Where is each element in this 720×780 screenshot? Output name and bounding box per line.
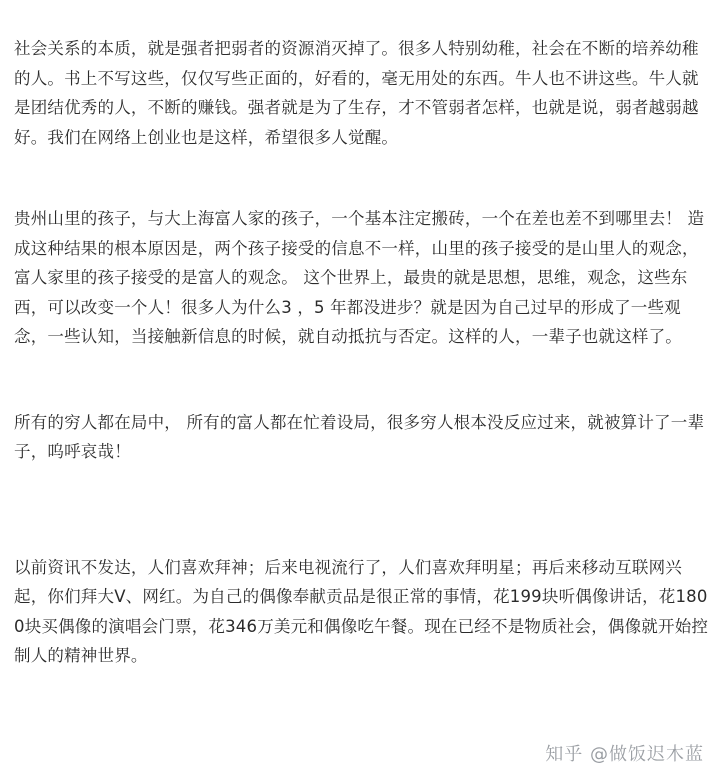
paragraph-4: 以前资讯不发达，人们喜欢拜神；后来电视流行了，人们喜欢拜明星；再后来移动互联网兴起，你们拜大V、网红。为自己的偶像奉献贡品是很正常的事情，花199块听偶像讲话，花1800块买偶像的演唱会门票，花346万美元和偶像吃午餐。现在已经不是物质社会，偶像就开始控制人的精神世界。: [14, 557, 709, 665]
paragraph-2: 贵州山里的孩子，与大上海富人家的孩子，一个基本注定搬砖，一个在差也差不到哪里去！ 造成这种结果的根本原因是，两个孩子接受的信息不一样，山里的孩子接受的是山里人的观念，富人家里的孩子接受的是富人的观念。 这个世界上，最贵的就是思想，思维，观念，这些东西，可以改变一个人！很多人为什么3 ，5 年都没进步？就是因为自己过早的形成了一些观念，一些认知，当接触新信息的时候，就自动抵抗与否定。这样的人，一辈子也就这样了。: [14, 209, 705, 346]
zhihu-watermark: 知乎 @做饭迟木蓝: [545, 744, 704, 765]
article-body: [14, 34, 712, 671]
paragraph-1: 社会关系的本质，就是强者把弱者的资源消灭掉了。很多人特别幼稚，社会在不断的培养幼稚的人。书上不写这些，仅仅写些正面的，好看的，毫无用处的东西。牛人也不讲这些。牛人就是团结优秀的人，不断的赚钱。强者就是为了生存，才不管弱者怎样，也就是说，弱者越弱越好。我们在网络上创业也是这样，希望很多人觉醒。: [14, 39, 699, 147]
paragraph-3: 所有的穷人都在局中， 所有的富人都在忙着设局，很多穷人根本没反应过来，就被算计了一辈子，呜呼哀哉！: [14, 412, 705, 461]
